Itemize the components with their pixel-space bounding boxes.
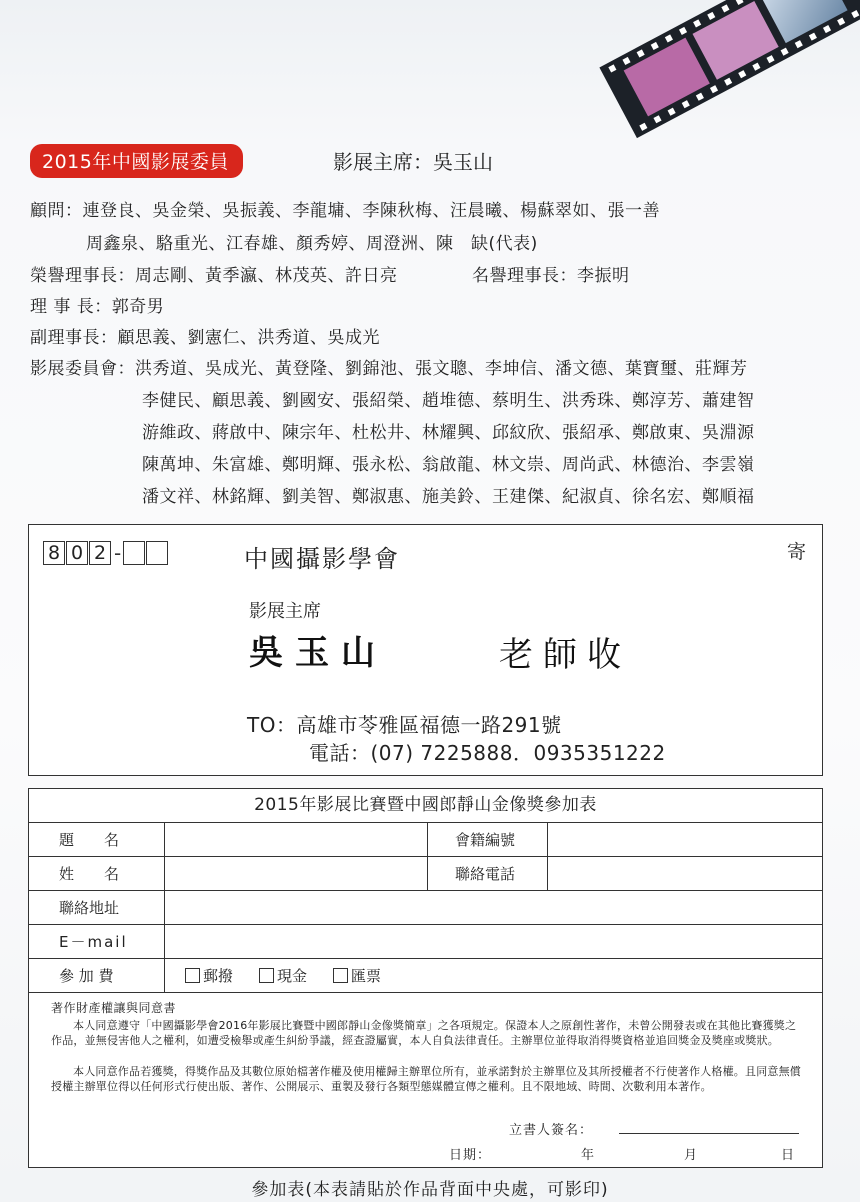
copyright-heading: 著作財產權讓與同意書 [51,1001,177,1015]
mailing-label [28,524,823,776]
zip-digit-1: 8 [43,541,65,565]
recipient-phone: 電話：(07) 7225888．0935351222 [309,741,666,765]
zip-blank-1[interactable] [123,541,145,565]
contact-phone-label: 聯絡電話 [455,865,516,883]
footer-note: 參加表(本表請貼於作品背面中央處，可影印) [251,1180,609,1200]
committee-line-5: 潘文祥、林銘輝、劉美智、鄭淑惠、施美鈴、王建傑、紀淑貞、徐名宏、鄭順福 [142,487,755,507]
committee-label: 影展委員會： [30,359,135,379]
committee-line-4: 陳萬坤、朱富雄、鄭明輝、張永松、翁啟龍、林文崇、周尚武、林德治、李雲嶺 [142,455,755,475]
form-row-title [29,823,822,857]
recipient-title: 老師收 [499,635,631,675]
zip-digit-3: 2 [89,541,111,565]
contact-phone-input[interactable] [548,857,822,890]
form-row-email [29,925,822,959]
film-strip-decoration [590,0,860,150]
member-no-label: 會籍編號 [455,831,516,849]
exhibition-chair: 影展主席：吳玉山 [333,150,493,174]
form-row-fee [29,959,822,993]
committee-title-badge: 2015年中國影展委員 [30,144,243,178]
committee-line-3: 游維政、蔣啟中、陳宗年、杜松井、林耀興、邱紋欣、張紹承、鄭啟東、吳淵源 [142,423,755,443]
title-input[interactable] [165,823,427,856]
copyright-paragraph-2: 本人同意作品若獲獎，得獎作品及其數位原始檔著作權及使用權歸主辦單位所有，並承諾對於主辦單位及其所授權者不行使著作人格權。且同意無償授權主辦單位得以任何形式行使出版、著作、公開展示、重製及發行各類型態媒體宣傳之權利。且不限地域、時間、次數利用本著作。 [51,1065,801,1093]
advisors-line-2: 周鑫泉、駱重光、江春雄、顏秀婷、周澄洲、陳 缺(代表) [86,234,538,254]
date-year: 年 [581,1148,596,1163]
advisors-row [30,196,660,221]
date-month: 月 [684,1148,699,1163]
committee-row [30,354,748,379]
form-title: 2015年影展比賽暨中國郎靜山金像獎參加表 [29,789,822,823]
date-day: 日 [781,1148,796,1163]
money-order-checkbox[interactable] [333,968,348,983]
zip-digit-2: 0 [66,541,88,565]
advisors-line-1: 連登良、吳金榮、吳振義、李龍墉、李陳秋梅、汪晨曦、楊蘇翠如、張一善 [82,201,660,221]
postal-checkbox[interactable] [185,968,200,983]
recipient-role: 影展主席 [249,601,321,622]
famous-chair: 名譽理事長：李振明 [472,266,630,286]
honorary-chair: 榮譽理事長：周志剛、黃季瀛、林茂英、許日亮 [30,266,398,286]
form-row-name [29,857,822,891]
form-row-address [29,891,822,925]
fee-option-money-order[interactable]: 匯票 [333,965,381,986]
cash-checkbox[interactable] [259,968,274,983]
committee-line-2: 李健民、顧思義、劉國安、張紹榮、趙堆德、蔡明生、洪秀珠、鄭淳芳、蕭建智 [142,391,755,411]
signer-label: 立書人簽名： [509,1123,594,1138]
name-input[interactable] [165,857,427,890]
name-label: 姓 名 [59,865,120,883]
advisors-label: 顧問： [30,201,83,221]
email-label: E－mail [59,933,128,951]
date-label: 日期： [449,1148,492,1163]
fee-label: 參 加 費 [59,967,114,985]
address-label: 聯絡地址 [59,899,120,917]
vice-chairman: 副理事長：顧思義、劉憲仁、洪秀道、吳成光 [30,328,380,348]
fee-option-postal[interactable]: 郵撥 [185,965,233,986]
fee-options [185,959,407,992]
sender-organization: 中國攝影學會 [244,545,400,573]
copyright-paragraph-1: 本人同意遵守「中國攝影學會2016年影展比賽暨中國郎靜山金像獎簡章」之各項規定。保證本人之原創性著作，未曾公開發表或在其他比賽獲獎之作品，並無侵害他人之權利，如遭受檢舉或產生糾紛爭議，經查證屬實，本人自負法律責任。主辦單位並得取消得獎資格並追回獎金及獎座或獎狀。 [51,1019,797,1047]
address-input[interactable] [165,891,822,924]
title-label: 題 名 [59,831,120,849]
signature-line[interactable] [619,1133,799,1134]
email-input[interactable] [165,925,822,958]
send-mark: 寄 [786,541,806,563]
chairman: 理 事 長：郭奇男 [30,297,165,317]
zip-blank-2[interactable] [146,541,168,565]
recipient-address: TO：高雄市苓雅區福德一路291號 [247,713,562,737]
member-no-input[interactable] [548,823,822,856]
entry-form [28,788,823,1168]
fee-option-cash[interactable]: 現金 [259,965,307,986]
committee-line-1: 洪秀道、吳成光、黃登隆、劉錦池、張文聰、李坤信、潘文德、葉寶璽、莊輝芳 [135,359,748,379]
zip-code [43,541,169,565]
zip-dash: - [114,541,122,565]
recipient-name: 吳玉山 [249,633,387,673]
